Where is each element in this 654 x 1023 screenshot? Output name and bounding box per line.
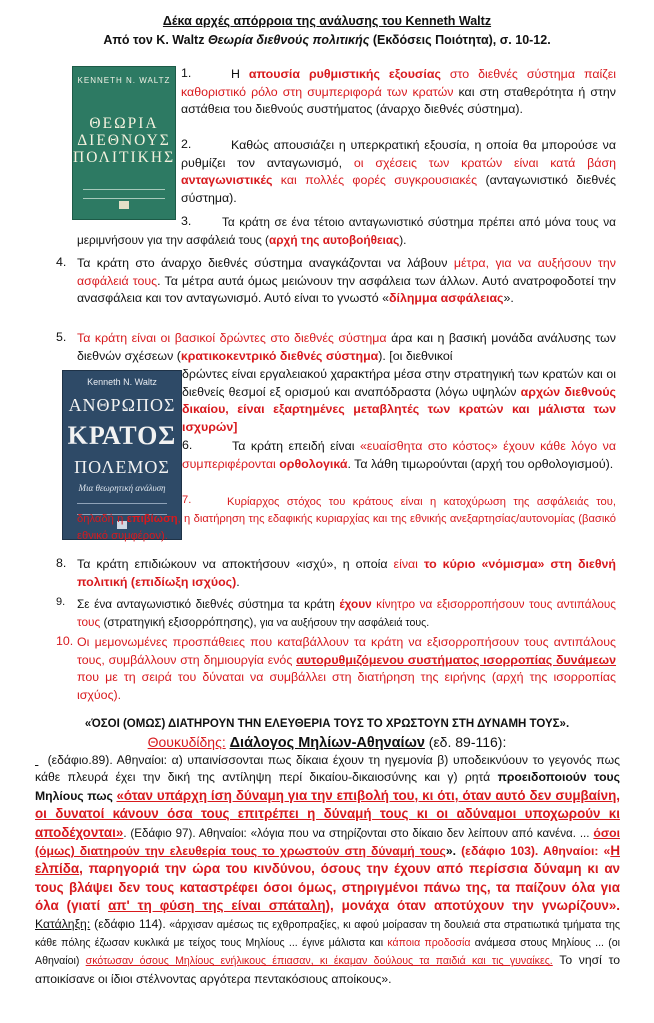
item-5-text-b: άρα και η βασική μονάδα ανάλυσης των διεθνών σχέσεων ( [77,331,616,363]
item-5-text-d-head: ). [οι διεθνικοί [378,348,453,363]
book1-title-line2: ΔΙΕΘΝΟΥΣ [77,132,171,149]
item-5-text-e: αρχών διεθνούς δικαίου, είναι εξαρτημένες μεταβλητές των κρατών και μάλιστα των ισχυρών] [182,384,616,434]
body-s8: (εδάφιο 103). Αθηναίοι: « [461,844,611,859]
item-4-text-e: ». [503,291,514,306]
item-8-number: 8. [56,556,67,570]
item-9-text-a: Σε ένα ανταγωνιστικό διεθνές σύστημα τα κράτη [77,597,340,611]
item-1-text-d: και στη σταθερότητα ή στην αστάθεια του διεθνούς συστήματος (άναρχο διεθνές σύστημα). [181,84,616,117]
book2-title-line2: ΚΡΑΤΟΣ [67,421,177,450]
body-s1: (εδάφιο.89). [43,753,113,767]
book2-title-line3: ΠΟΛΕΜΟΣ [74,457,170,477]
item-4-text-a: Τα κράτη στο άναρχο διεθνές σύστημα αναγκάζονται να λάβουν [77,256,454,270]
item-4 [77,255,616,308]
item-6-text-c: ορθολογικά [279,456,348,471]
item-1-text-a: Η [231,67,249,81]
item-10-text-c: που με τη σειρά του δύναται να συμβάλλει στη διατήρηση της ειρήνης (αρχή της ισορροπίας ισχύος). [77,670,616,702]
item-5-rest [182,366,616,436]
item-9-text-c: κίνητρο να εξισορροπήσουν τους αντιπάλους τους [77,597,616,629]
book1-title [73,115,175,166]
item-5-text-d-tail: δρώντες είναι εργαλειακού χαρακτήρα μέσα στην στρατηγική των κρατών και οι διεθνείς θεσμοί εξ ορισμού και αναπόδραστα (λόγω υψηλών [182,367,616,399]
book2-subtitle: Μια θεωρητική ανάλυση [78,483,166,493]
body-s2: Αθηναίοι: α) υπαινίσσονται πως δίκαια έχουν τη ηγεμονία β) υποδεικνύουν το γεγονός πως κάθε πλευρά έχει την δική της αντίληψη περί δικαίου-δικαιοσύνης και γ) ρητά [35,753,620,785]
item-7-text-a: Κυρίαρχος στόχος του κράτους είναι η κατοχύρωση της ασφάλειάς του, δηλαδή η [77,496,616,525]
item-2-text-c: ανταγωνιστικές [181,173,273,188]
item-2-text-b: οι σχέσεις των κρατών είναι κατά βάση [353,155,616,170]
item-9-text-b: έχουν [339,597,372,611]
item-7-number: 7. [182,494,192,506]
item-8-text-b: είναι [393,557,424,571]
item-10-number: 10. [56,634,74,648]
item-9-text-d: (στρατηγική εξισορρόπησης), [100,614,260,629]
book1-title-line1: ΘΕΩΡΙΑ [89,115,159,132]
source-book: Θεωρία διεθνούς πολιτικής [207,33,370,47]
document-source [0,33,654,47]
body-s16: «άρχισαν αμέσως τις εχθροπραξίες, κι αφού μοίρασαν τη δουλειά στα στρατιωτικά τμήματα της κάθε πόλης έζωσαν κυκλικά με τείχος τους Μηλίους ... έγινε μάλιστα και [35,918,621,950]
item-1-text-b: απουσία ρυθμιστικής εξουσίας [248,67,441,81]
thucydides-label: Θουκυδίδης: [147,734,226,750]
item-2-text-d: και πολλές φορές συγκρουσιακές [272,173,478,188]
section-heading: «ΌΣΟΙ (ΟΜΩΣ) ΔΙΑΤΗΡΟΥΝ ΤΗΝ ΕΛΕΥΘΕΡΙΑ ΤΟΥΣ ΤΟ ΧΡΩΣΤΟΥΝ ΣΤΗ ΔΥΝΑΜΗ ΤΟΥΣ». [84,718,570,730]
body-s19: σκότωσαν όσους Μηλίους ενήλικους έπιασαν, κι έκαμαν δούλους τα παιδιά και τις γυναίκες. [85,955,553,968]
item-10-text-a: Οι μεμονωμένες προσπάθειες που καταβάλλουν τα κράτη να εξισορροπήσουν τους αντιπάλους τους, συμβάλλουν στη δημιουργία ενός [77,635,616,667]
item-1 [181,66,616,119]
dialogue-title: Διάλογος Μηλίων-Αθηναίων [229,735,425,751]
item-8 [77,556,616,591]
item-5-text-c: κρατικοκεντρικό διεθνές σύστημα [180,348,379,363]
book1-title-line3: ΠΟΛΙΤΙΚΗΣ [73,149,176,166]
item-3-text-c: ). [399,232,407,247]
item-6-text-b: «ευαίσθητα στο κόστος» έχουν κάθε λόγο να συμπεριφέρονται [182,439,616,471]
item-6-number: 6. [182,438,193,452]
body-s11: απ' τη φύση της είναι σπάταλη [108,898,326,914]
item-4-text-d: δίλημμα ασφάλειας [389,291,504,306]
item-10 [77,634,616,704]
thucydides-heading [0,734,654,751]
item-1-number: 1. [181,66,192,80]
body-s6: όσοι (όμως) διατηρούν την ελευθερία τους το χρωστούν στη δύναμή τους [35,825,620,859]
item-10-text-b: αυτορυθμιζόμενου συστήματος ισορροπίας δυνάμεων [296,652,617,667]
publisher-logo-icon [119,201,129,209]
item-1-text-c: στο διεθνές σύστημα παίζει καθοριστικό ρόλο στη συμπεριφορά των κρατών [181,67,616,99]
book-cover-theory [72,66,176,220]
item-9-text-e: για να αυξήσουν την ασφάλειά τους. [259,616,430,629]
item-7 [77,494,616,545]
item-8-text-d: . [236,574,240,589]
item-5-text-a: Τα κράτη είναι οι βασικοί δρώντες στο διεθνές σύστημα [77,331,387,345]
item-3 [77,214,616,249]
item-8-text-c: το κύριο «νόμισμα» στη διεθνή πολιτική (επιδίωξη ισχύος) [77,557,616,589]
dialogue-body [35,752,620,988]
item-4-number: 4. [56,255,67,269]
body-s5: . (Εδάφιο 97). Αθηναίοι: «λόγια που να στηρίζονται στο δίκαιο δεν λείπουν από κανένα. ... [123,826,594,840]
item-6-text-a: Τα κράτη επειδή είναι [232,439,360,453]
item-9-number: 9. [56,596,66,608]
item-4-text-c: . Τα μέτρα αυτά όμως μειώνουν την ασφάλεια των άλλων. Αυτό ανατροφοδοτεί την ανασφάλεια και τον ανταγωνισμό. Αυτό είναι το γνωστό « [77,273,616,306]
item-6 [182,438,616,473]
source-prefix: Από τον K. Waltz [103,33,208,47]
body-s18: ανάμεσα στους Μηλίους ... (οι Αθηναίοι) [35,937,620,968]
item-7-text-c: , η διατήρηση της εδαφικής κυριαρχίας και της εθνικής ανεξαρτησίας/αυτονομίας (βασικό εθνικό συμφέρον). [77,513,616,542]
item-8-text-a: Τα κράτη επιδιώκουν να αποκτήσουν «ισχύ», η οποία [77,557,394,571]
book2-author: Kenneth N. Waltz [87,377,157,387]
item-3-number: 3. [181,214,192,228]
blank-underline [35,752,43,769]
body-s4: «όταν υπάρχη ίση δύναμη για την επιβολή του, κι ότι, όταν αυτό δεν συμβαίνη, οι δυνατοί κάνουν όσα τους επιτρέπει η δύναμή τους κι οι αδύναμοι υποχωρούν κι αποδέχονται» [35,787,620,840]
body-s10: , παρηγοριά την ώρα του κινδύνου, όσους την έχουν από περίσσια δύναμη κι αν τους βλάψει δεν τους καταστρέφει όσοι όμως, στηριγμένοι πάνω της, τα παίζουν όλα για όλα (γιατί [35,861,620,914]
book1-author: KENNETH N. WALTZ [77,76,171,85]
item-5-number: 5. [56,330,67,344]
item-2 [181,137,616,207]
item-7-text-b: επιβίωση [126,513,178,525]
dialogue-range: (εδ. 89-116): [424,734,507,750]
item-5-top [77,330,616,370]
item-9 [77,596,616,632]
body-s9: Η ελπίδα [35,843,620,877]
source-suffix: (Εκδόσεις Ποιότητα), σ. 10-12. [369,33,551,47]
item-4-text-b: μέτρα, για να αυξήσουν την ασφάλειά τους [77,256,617,288]
item-3-text-a: Τα κράτη σε ένα τέτοιο ανταγωνιστικό σύστημα πρέπει από μόνα τους να μεριμνήσουν για την ασφάλειά τους ( [77,215,616,247]
body-s12: ), μονάχα όταν αποτύχουν την γνωρίζουν». [325,898,620,914]
body-s7: ». [445,844,462,859]
item-2-text-e: (ανταγωνιστικό διεθνές σύστημα). [181,173,616,205]
body-s20: Το νησί το αποικίσανε οι ίδιοι στέλνοντας αργότερα πεντακόσιους αποίκους». [35,953,621,986]
item-6-text-d: . Τα λάθη τιμωρούνται (αρχή του ορθολογισμού). [347,456,614,471]
book2-title-line1: ΑΝΘΡΩΠΟΣ [68,395,176,415]
body-s17: κάποια προδοσία [387,937,471,950]
body-s15: (εδάφιο 114). [90,916,166,931]
item-3-text-b: αρχή της αυτοβοήθειας [268,232,400,247]
body-s14: Κατάληξη: [35,916,91,931]
document-title: Δέκα αρχές απόρροια της ανάλυσης του Kenneth Waltz [162,14,492,28]
item-2-text-a: Καθώς απουσιάζει η υπερκρατική εξουσία, η οποία θα μπορούσε να ρυθμίζει τον ανταγωνισμό, [181,138,616,170]
body-s3: προειδοποιούν τους Μηλίους πως [35,770,620,803]
item-2-number: 2. [181,137,192,151]
book1-subtitle-rule [83,189,165,199]
